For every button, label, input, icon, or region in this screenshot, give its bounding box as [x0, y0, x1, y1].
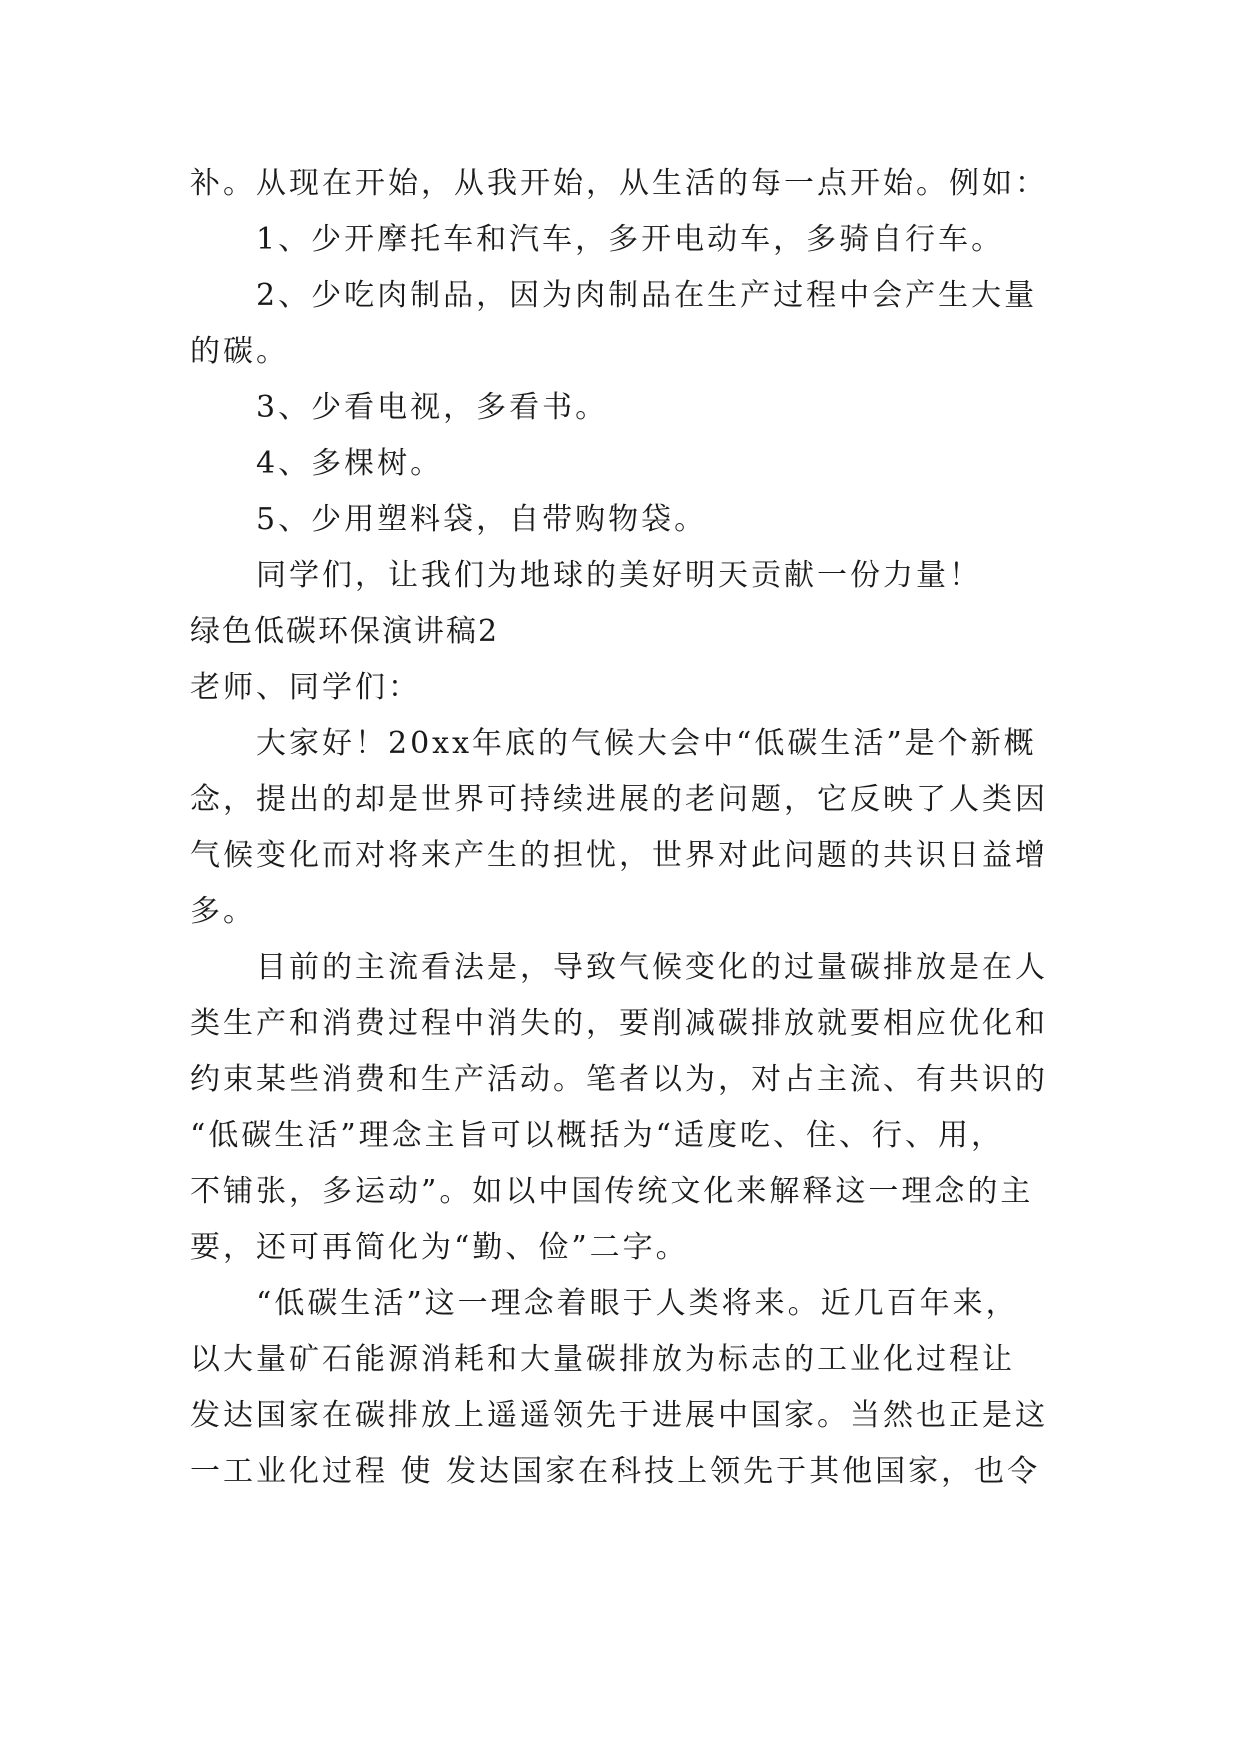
- closing-line: 同学们，让我们为地球的美好明天贡献一份力量！: [256, 558, 982, 593]
- paragraph-line: 大家好！20xx年底的气候大会中“低碳生活”是个新概: [256, 726, 1037, 761]
- list-item-2: 2、少吃肉制品，因为肉制品在生产过程中会产生大量: [256, 278, 1038, 313]
- paragraph-line: 以大量矿石能源消耗和大量碳排放为标志的工业化过程让: [190, 1342, 1015, 1377]
- list-item-1: 1、少开摩托车和汽车，多开电动车，多骑自行车。: [256, 222, 1005, 257]
- paragraph-line: 一工业化过程 使 发达国家在科技上领先于其他国家，也令: [190, 1454, 1041, 1489]
- salutation: 老师、同学们：: [190, 670, 421, 705]
- paragraph-line: 气候变化而对将来产生的担忧，世界对此问题的共识日益增: [190, 838, 1048, 873]
- paragraph-line: 念，提出的却是世界可持续进展的老问题，它反映了人类因: [190, 782, 1048, 817]
- paragraph-line: 不铺张，多运动”。如以中国传统文化来解释这一理念的主: [190, 1174, 1034, 1209]
- text-line: 补。从现在开始，从我开始，从生活的每一点开始。例如：: [190, 166, 1048, 201]
- list-item-3: 3、少看电视，多看书。: [256, 390, 609, 425]
- list-item-5: 5、少用塑料袋，自带购物袋。: [256, 502, 708, 537]
- section-title: 绿色低碳环保演讲稿2: [190, 614, 500, 649]
- document-body: [190, 156, 1060, 1500]
- list-item-4: 4、多棵树。: [256, 446, 444, 481]
- paragraph-line: 目前的主流看法是，导致气候变化的过量碳排放是在人: [256, 950, 1048, 985]
- paragraph-line: “低碳生活”理念主旨可以概括为“适度吃、住、行、用，: [190, 1118, 1005, 1153]
- text-line: 的碳。: [190, 334, 289, 369]
- paragraph-line: 要，还可再简化为“勤、俭”二字。: [190, 1230, 689, 1265]
- paragraph-line: “低碳生活”这一理念着眼于人类将来。近几百年来，: [256, 1286, 1019, 1321]
- paragraph-line: 约束某些消费和生产活动。笔者以为，对占主流、有共识的: [190, 1062, 1048, 1097]
- paragraph-line: 类生产和消费过程中消失的，要削减碳排放就要相应优化和: [190, 1006, 1048, 1041]
- paragraph-line: 多。: [190, 894, 256, 929]
- paragraph-line: 发达国家在碳排放上遥遥领先于进展中国家。当然也正是这: [190, 1398, 1048, 1433]
